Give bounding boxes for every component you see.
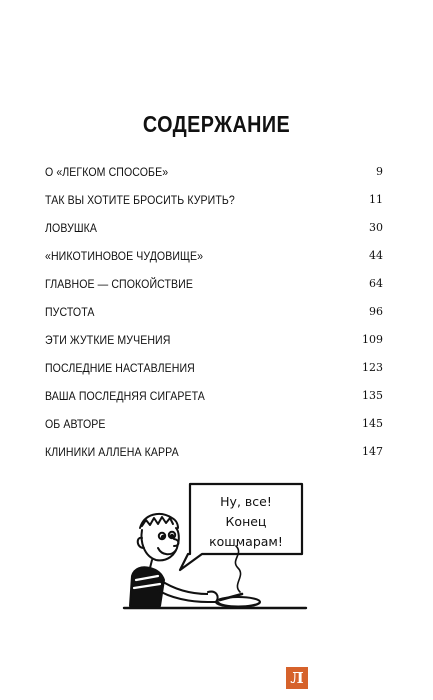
ashtray	[216, 594, 260, 607]
toc-entry	[45, 359, 383, 377]
toc-entry-page: 9	[376, 165, 383, 178]
toc-entry	[45, 303, 383, 321]
bubble-line-2: Конец	[225, 514, 267, 529]
cartoon-illustration	[120, 476, 310, 616]
toc-entry-page: 30	[369, 221, 383, 234]
toc-entry	[45, 443, 383, 461]
toc-entry-page: 96	[369, 305, 383, 318]
toc-entry-label: О «ЛЕГКОМ СПОСОБЕ»	[45, 165, 169, 179]
toc-entry	[45, 247, 383, 265]
toc-entry-label: «НИКОТИНОВОЕ ЧУДОВИЩЕ»	[45, 249, 204, 263]
toc-entry	[45, 191, 383, 209]
toc-entry-label: КЛИНИКИ АЛЛЕНА КАРРА	[45, 445, 179, 459]
publisher-logo: Л	[286, 667, 308, 689]
toc-entry	[45, 387, 383, 405]
toc-entry-page: 145	[362, 417, 383, 430]
toc-entry-label: ТАК ВЫ ХОТИТЕ БРОСИТЬ КУРИТЬ?	[45, 193, 235, 207]
toc-entry-label: ВАША ПОСЛЕДНЯЯ СИГАРЕТА	[45, 389, 205, 403]
toc-entry	[45, 163, 383, 181]
toc-entry-page: 11	[369, 193, 383, 206]
toc-entry	[45, 219, 383, 237]
page-title: СОДЕРЖАНИЕ	[142, 111, 291, 137]
toc-entry-label: ПУСТОТА	[45, 305, 95, 319]
toc-entry-page: 44	[369, 249, 383, 262]
toc-entry	[45, 331, 383, 349]
bubble-line-1: Ну, все!	[220, 494, 272, 509]
toc-entry-label: ГЛАВНОЕ — СПОКОЙСТВИЕ	[45, 277, 193, 291]
toc-entry-label: ОБ АВТОРЕ	[45, 417, 106, 431]
toc-entry	[45, 275, 383, 293]
toc-entry-page: 109	[362, 333, 383, 346]
toc-entry	[45, 415, 383, 433]
toc-entry-label: ЭТИ ЖУТКИЕ МУЧЕНИЯ	[45, 333, 171, 347]
toc-entry-page: 147	[362, 445, 383, 458]
toc-entry-page: 123	[362, 361, 383, 374]
toc-entry-page: 64	[369, 277, 383, 290]
toc-entry-page: 135	[362, 389, 383, 402]
bubble-line-3: кошмарам!	[209, 534, 283, 549]
toc-entry-label: ЛОВУШКА	[45, 221, 98, 235]
toc-entry-label: ПОСЛЕДНИЕ НАСТАВЛЕНИЯ	[45, 361, 195, 375]
